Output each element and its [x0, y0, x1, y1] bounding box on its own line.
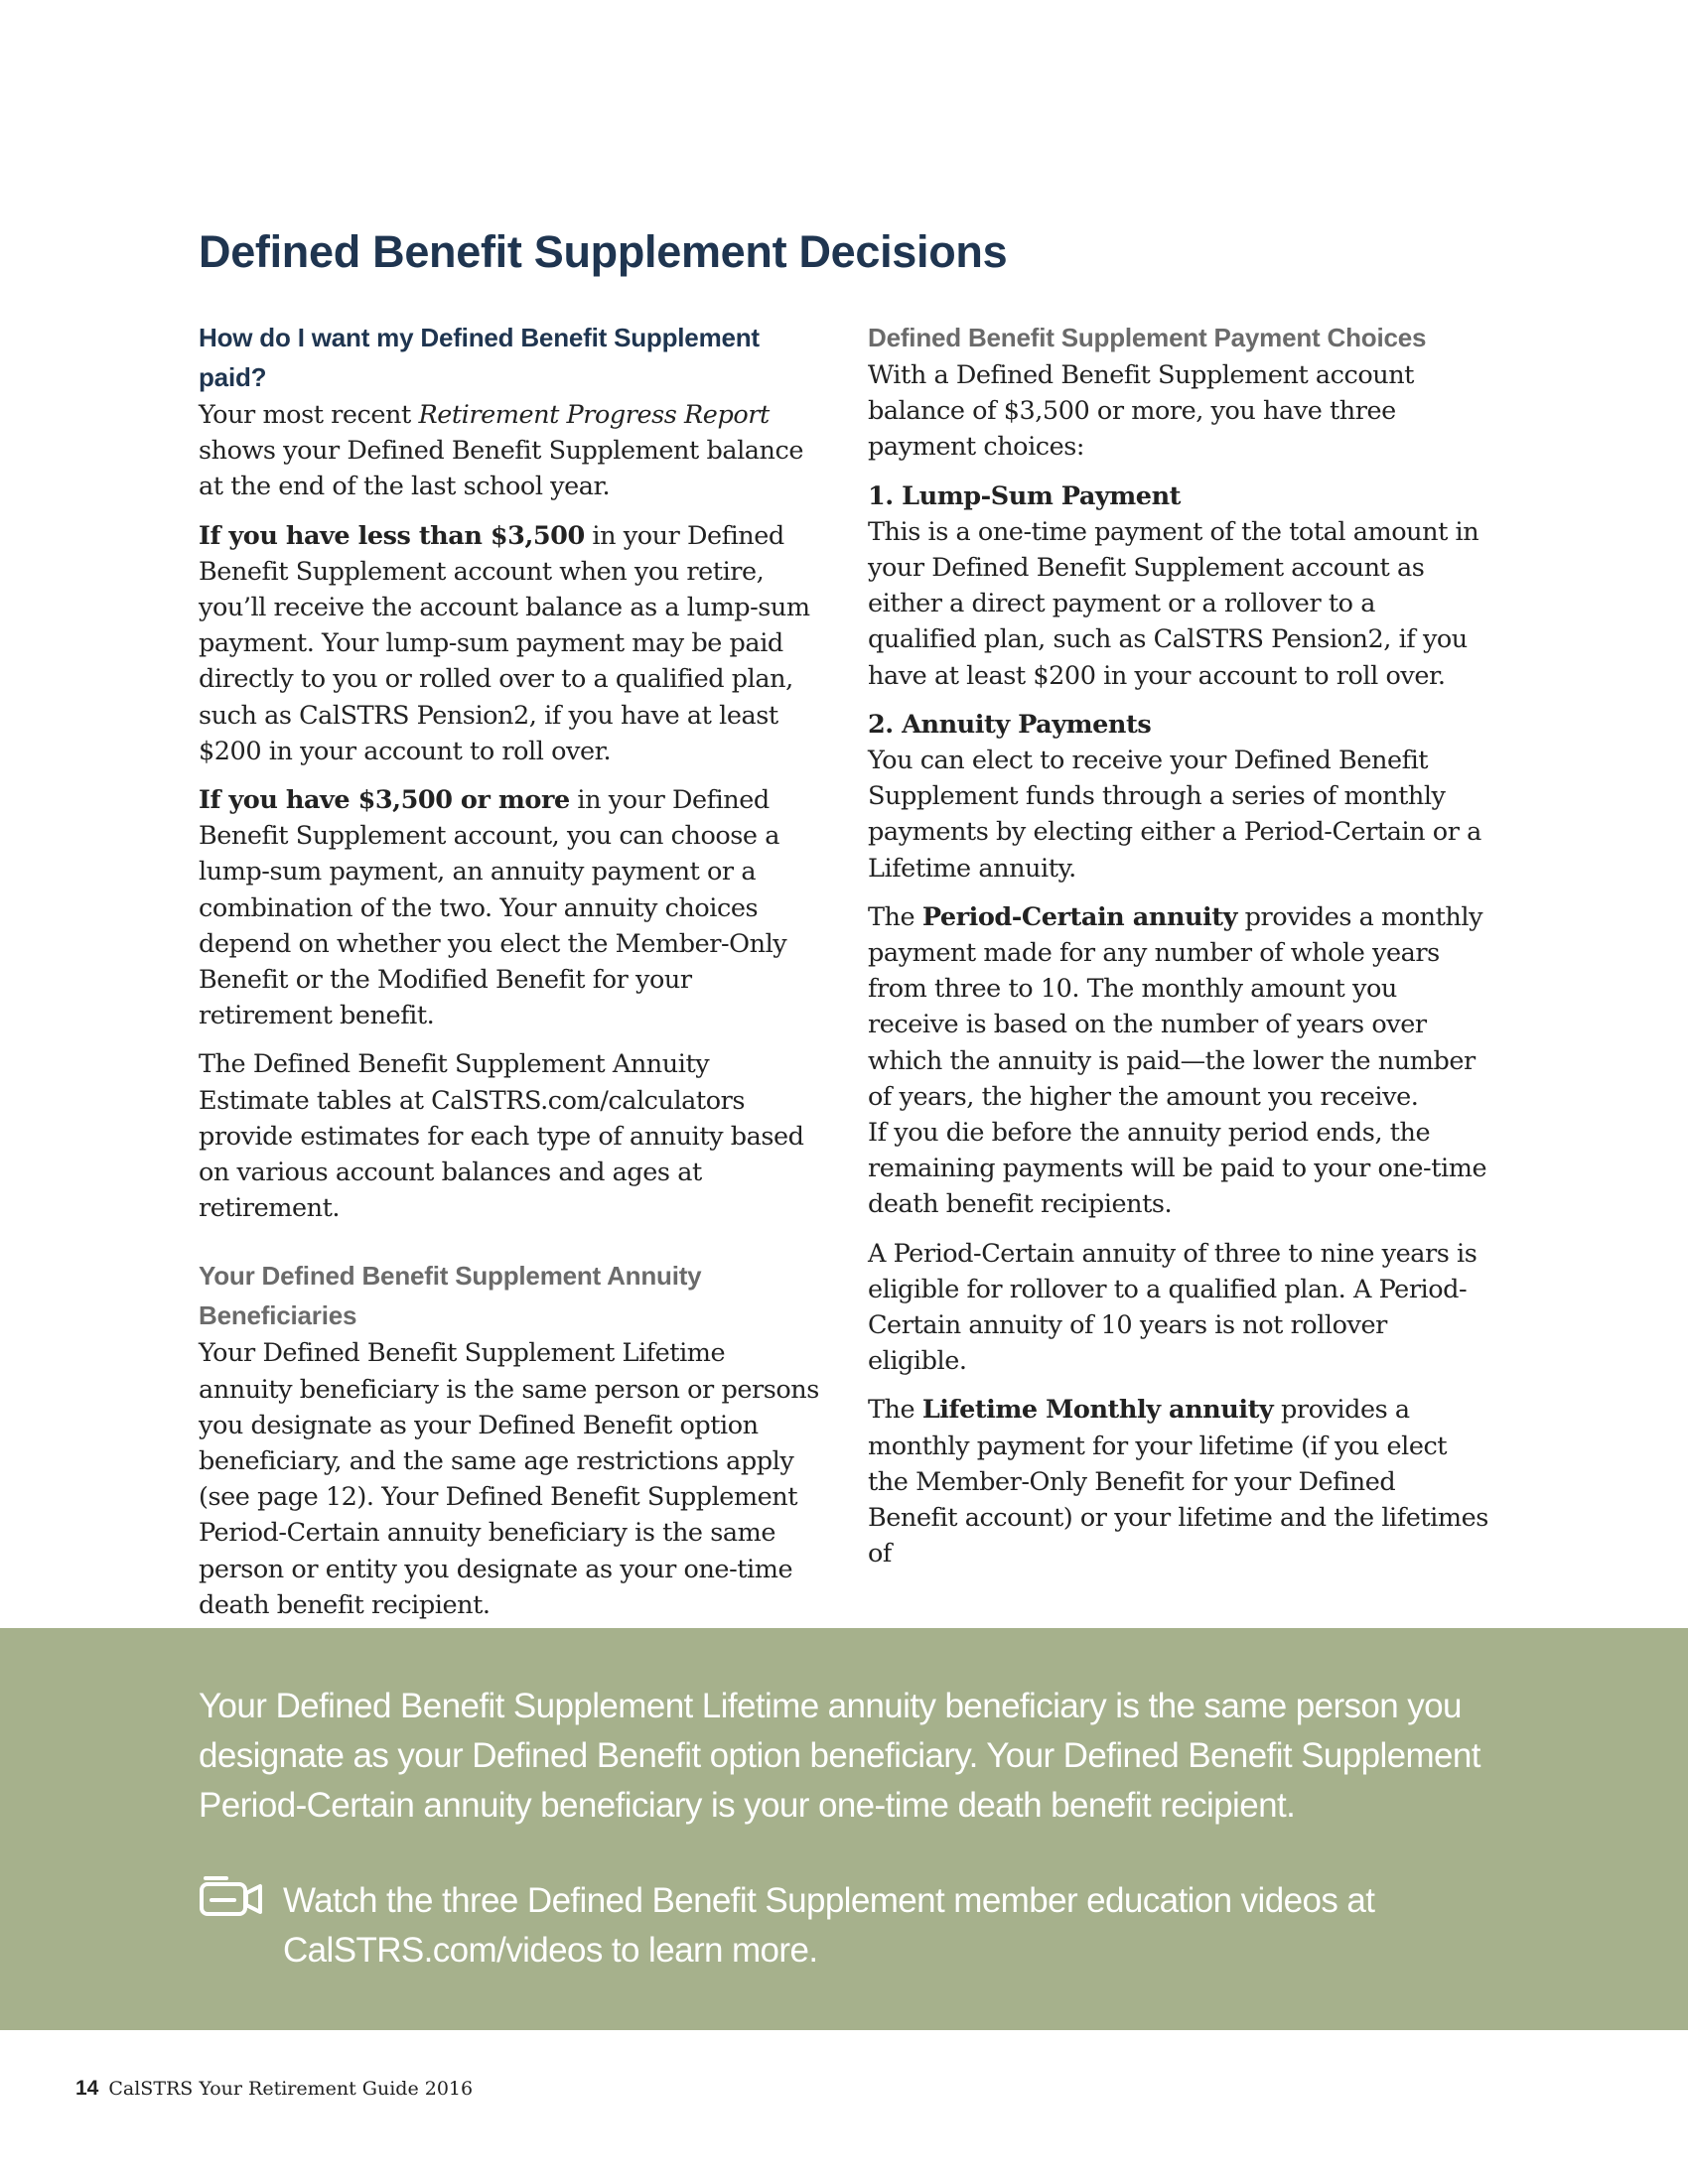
left-column — [199, 318, 824, 1636]
video-camera-icon — [199, 1873, 264, 1917]
text-span: provides a monthly payment made for any number of whole years from three to 10. The monthly amount you receive is based on the number of years over which the annuity is paid—the lower the number of years, the higher the amount you receive. — [868, 901, 1483, 1112]
section-heading-beneficiaries: Your Defined Benefit Supplement Annuity Beneficiaries — [199, 1261, 702, 1331]
paragraph-less-than — [199, 518, 824, 769]
section-heading-payment-choices: Defined Benefit Supplement Payment Choices — [868, 323, 1427, 352]
text-span: The — [868, 1395, 922, 1426]
item-heading: 2. Annuity Payments — [868, 709, 1152, 740]
text-span: shows your Defined Benefit Supplement balance at the end of the last school year. — [199, 436, 803, 502]
paragraph-lifetime — [868, 1392, 1489, 1571]
footer-text: CalSTRS Your Retirement Guide 2016 — [108, 2078, 474, 2100]
paragraph-or-more — [199, 782, 824, 1033]
text-span: in your Defined Benefit Supplement account when you retire, you’ll receive the account balance as a lump-sum payment. Your lump-sum payment may be paid directly to you or rolled over to a qualified plan, such as CalSTRS Pension2, if you have at least $200 in your account to roll over. — [199, 520, 810, 766]
text-span: The — [868, 901, 922, 932]
paragraph-beneficiaries: Your Defined Benefit Supplement Lifetime annuity beneficiary is the same person or persons you designate as your Defined Benefit option beneficiary, and the same age restrictions apply (see page 12). Your Defined Benefit Supplement Period-Certain annuity beneficiary is the same person or entity you designate as your one-time death benefit recipient. — [199, 1338, 819, 1620]
text-span: If you die before the annuity period ends, the remaining payments will be paid to your one-time death benefit recipients. — [868, 1118, 1487, 1220]
report-title: Retirement Progress Report — [418, 400, 770, 430]
item-annuity — [868, 707, 1489, 887]
page-number: 14 — [75, 2077, 99, 2100]
callout-box — [0, 1628, 1688, 2030]
callout-text: Your Defined Benefit Supplement Lifetime annuity beneficiary is the same person you designate as your Defined Benefit option beneficiary. Your Defined Benefit Supplement Period-Certain annuity beneficiary is your one-time death benefit recipient. — [199, 1687, 1480, 1825]
item-lump-sum — [868, 478, 1489, 694]
paragraph-rollover: A Period-Certain annuity of three to nine years is eligible for rollover to a qualified plan. A Period-Certain annuity of 10 years is not rollover eligible. — [868, 1238, 1477, 1377]
text-span: in your Defined Benefit Supplement account, you can choose a lump-sum payment, an annuity payment or a combination of the two. Your annuity choices depend on whether you elect the Member-Only Benefit or the Modified Benefit for your retirement benefit. — [199, 785, 787, 1031]
bold-lead: If you have less than $3,500 — [199, 520, 585, 551]
section-heading-how-paid: How do I want my Defined Benefit Supplement paid? — [199, 323, 760, 392]
page-footer — [75, 2077, 473, 2101]
page-title: Defined Benefit Supplement Decisions — [199, 226, 1008, 277]
text-span: Your most recent — [199, 400, 419, 430]
item-heading: 1. Lump-Sum Payment — [868, 480, 1181, 511]
paragraph-period-certain — [868, 899, 1489, 1223]
bold-term: Period-Certain annuity — [921, 901, 1237, 932]
text-span: You can elect to receive your Defined Benefit Supplement funds through a series of monthly payments by electing either a Period-Certain or a Lifetime annuity. — [868, 746, 1481, 884]
bold-term: Lifetime Monthly annuity — [921, 1395, 1274, 1426]
paragraph-progress-report — [199, 397, 824, 505]
video-link-text[interactable]: Watch the three Defined Benefit Supplement member education videos at CalSTRS.com/videos to learn more. — [283, 1881, 1375, 1970]
paragraph-estimate-tables: The Defined Benefit Supplement Annuity Estimate tables at CalSTRS.com/calculators provide estimates for each type of annuity based on various account balances and ages at retirement. — [199, 1049, 804, 1224]
right-column — [868, 318, 1489, 1585]
paragraph-choices-intro: With a Defined Benefit Supplement account balance of $3,500 or more, you have three payment choices: — [868, 360, 1414, 463]
text-span: This is a one-time payment of the total amount in your Defined Benefit Supplement account as either a direct payment or a rollover to a qualified plan, such as CalSTRS Pension2, if you have at least $200 in your account to roll over. — [868, 516, 1479, 691]
bold-lead: If you have $3,500 or more — [199, 785, 570, 816]
text-span: provides a monthly payment for your lifetime (if you elect the Member-Only Benefit for your Defined Benefit account) or your lifetime and the lifetimes of — [868, 1395, 1488, 1570]
